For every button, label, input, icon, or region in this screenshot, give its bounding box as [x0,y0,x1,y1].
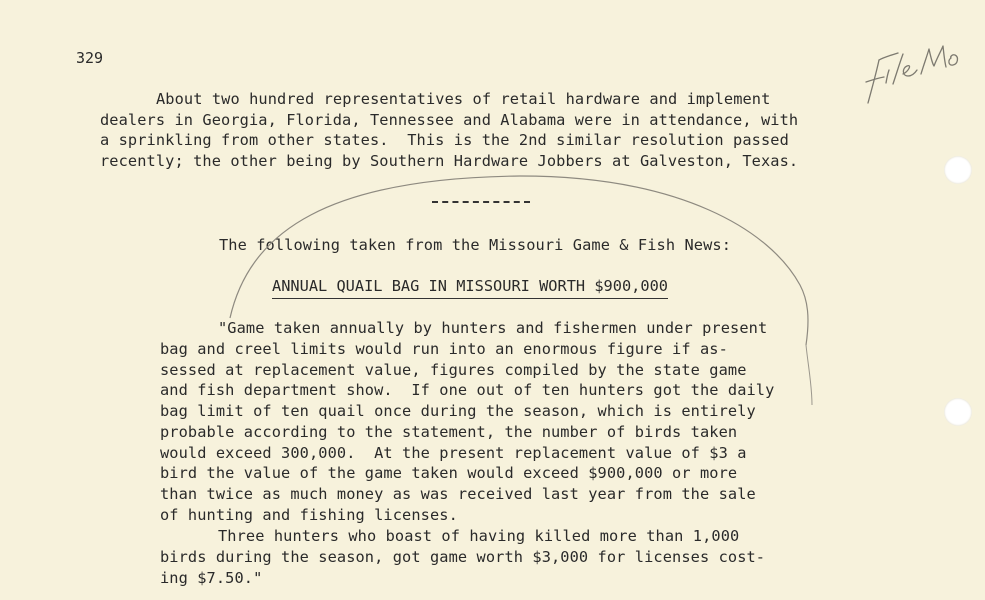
page-number: 329 [76,49,104,67]
article-line: ing $7.50." [160,569,263,587]
article-line: than twice as much money as was received last year from the sale [160,485,756,503]
intro-line: dealers in Georgia, Florida, Tennessee and Alabama were in attendance, with [100,111,799,129]
intro-line: About two hundred representatives of retail hardware and implement [156,90,771,108]
article-line: sessed at replacement value, figures compiled by the state game [160,361,747,379]
article-heading: ANNUAL QUAIL BAG IN MISSOURI WORTH $900,000 [272,276,668,299]
article-line: bird the value of the game taken would exceed $900,000 or more [160,464,738,482]
source-line: The following taken from the Missouri Game & Fish News: [219,236,732,254]
article-line: probable according to the statement, the number of birds taken [160,423,738,441]
article-line: of hunting and fishing licenses. [160,506,458,524]
article-line: bag limit of ten quail once during the season, which is entirely [160,402,756,420]
intro-line: a sprinkling from other states. This is the 2nd similar resolution passed [100,131,789,149]
article-line: Three hunters who boast of having killed more than 1,000 [218,527,740,545]
intro-line: recently; the other being by Southern Hardware Jobbers at Galveston, Texas. [100,152,799,170]
article-line: would exceed 300,000. At the present replacement value of $3 a [160,444,747,462]
article-line: birds during the season, got game worth $3,000 for licenses cost- [160,548,766,566]
punch-hole [944,156,972,184]
article-line: "Game taken annually by hunters and fishermen under present [218,319,768,337]
article-line: bag and creel limits would run into an enormous figure if as- [160,340,728,358]
article-line: and fish department show. If one out of ten hunters got the daily [160,381,775,399]
punch-hole [944,398,972,426]
